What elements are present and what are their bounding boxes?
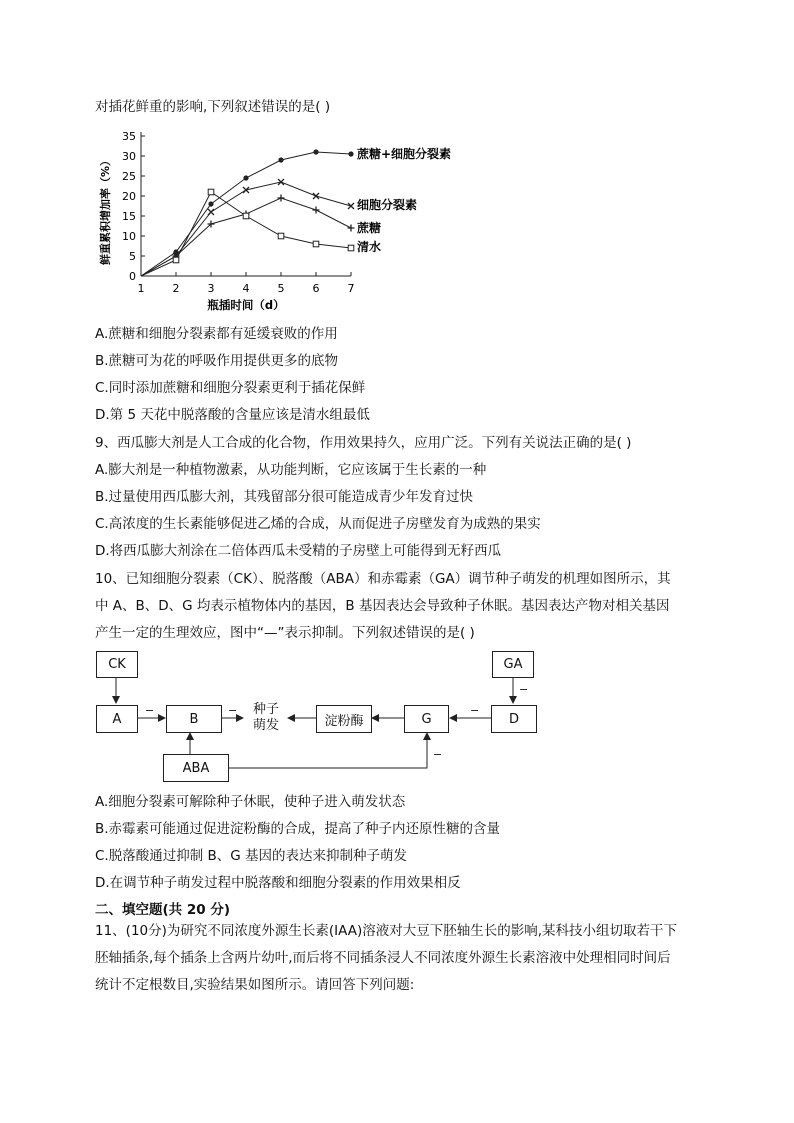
section2-title: 二、填空题(共 20 分) [95, 902, 231, 918]
inhibit-sign-b-seed: − [228, 704, 238, 717]
y-tick-label: 20 [122, 190, 136, 203]
q11-line1: 11、(10分)为研究不同浓度外源生长素(IAA)溶液对大豆下胚轴生长的影响,某科技小组切取若干下 [95, 923, 678, 939]
x-tick-label: 2 [172, 282, 180, 295]
x-tick-label: 6 [312, 282, 320, 295]
y-tick-label: 10 [122, 230, 136, 243]
ga-box: GA [492, 651, 534, 678]
q11-line3: 统计不定根数目,实验结果如图所示。请回答下列问题: [95, 977, 415, 993]
gene-d-box: D [491, 705, 537, 733]
y-tick-label: 35 [122, 130, 136, 143]
q10-option-d: D.在调节种子萌发过程中脱落酸和细胞分裂素的作用效果相反 [95, 875, 461, 891]
x-tick-label: 4 [242, 282, 250, 295]
series-label: 细胞分裂素 [357, 198, 418, 212]
y-tick-label: 25 [122, 170, 136, 183]
q8-option-d: D.第 5 天花中脱落酸的含量应该是清水组最低 [95, 407, 370, 423]
q8-option-c: C.同时添加蔗糖和细胞分裂素更利于插花保鲜 [95, 380, 366, 396]
amylase-box: 淀粉酶 [316, 705, 372, 733]
q10-option-b: B.赤霉素可能通过促进淀粉酶的合成，提高了种子内还原性糖的含量 [95, 821, 501, 837]
seed-germination-label [248, 702, 284, 734]
q10-option-c: C.脱落酸通过抑制 B、G 基因的表达来抑制种子萌发 [95, 848, 408, 864]
y-tick-label: 30 [122, 150, 136, 163]
x-axis-label: 瓶插时间（d） [207, 298, 285, 312]
x-tick-label: 5 [277, 282, 285, 295]
inhibit-sign-a-b: − [145, 704, 155, 717]
seed-label-line: 种子 [252, 702, 279, 717]
q10-stem-line3: 产生一定的生理效应，图中“—”表示抑制。下列叙述错误的是( ) [95, 625, 475, 641]
gene-g-box: G [404, 705, 449, 733]
q9-option-c: C.高浓度的生长素能够促进乙烯的合成，从而促进子房壁发育为成熟的果实 [95, 516, 541, 532]
series-label: 蔗糖+细胞分裂素 [357, 147, 452, 161]
q8-option-a: A.蔗糖和细胞分裂素都有延缓衰败的作用 [95, 326, 338, 342]
inhibit-sign-ga-d: − [519, 683, 529, 696]
series-label: 蔗糖 [357, 221, 382, 235]
q10-stem-line2: 中 A、B、D、G 均表示植物体内的基因，B 基因表达会导致种子休眠。基因表达产物对相关基因 [95, 598, 670, 614]
aba-box: ABA [163, 754, 229, 782]
q9-option-b: B.过量使用西瓜膨大剂，其残留部分很可能造成青少年发育过快 [95, 489, 474, 505]
series-label: 清水 [357, 240, 382, 254]
x-tick-label: 3 [207, 282, 215, 295]
q10-stem-line1: 10、已知细胞分裂素（CK）、脱落酸（ABA）和赤霉素（GA）调节种子萌发的机理如图所示，其 [95, 571, 671, 587]
q9-stem: 9、西瓜膨大剂是人工合成的化合物，作用效果持久，应用广泛。下列有关说法正确的是( ) [95, 435, 632, 451]
intro-line: 对插花鲜重的影响,下列叙述错误的是( ) [95, 99, 331, 115]
germination-label-line: 萌发 [252, 718, 279, 733]
q10-option-a: A.细胞分裂素可解除种子休眠，使种子进入萌发状态 [95, 794, 406, 810]
q9-option-d: D.将西瓜膨大剂涂在二倍体西瓜未受精的子房壁上可能得到无籽西瓜 [95, 543, 502, 559]
x-tick-label: 1 [137, 282, 145, 295]
y-tick-label: 0 [129, 270, 136, 283]
inhibit-sign-d-g: − [470, 704, 480, 717]
inhibit-sign-aba-g: − [433, 748, 443, 761]
q8-option-b: B.蔗糖可为花的呼吸作用提供更多的底物 [95, 353, 339, 369]
y-axis-label: 鲜重累积增加率（%） [99, 154, 112, 266]
q9-option-a: A.膨大剂是一种植物激素，从功能判断，它应该属于生长素的一种 [95, 462, 487, 478]
ck-box: CK [96, 651, 138, 678]
y-tick-label: 15 [122, 210, 136, 223]
y-tick-label: 5 [129, 250, 136, 263]
gene-a-box: A [96, 705, 138, 733]
gene-b-box: B [166, 705, 222, 733]
q11-line2: 胚轴插条,每个插条上含两片幼叶,而后将不同插条浸人不同浓度外源生长素溶液中处理相同时间后 [95, 950, 671, 966]
x-tick-label: 7 [347, 282, 355, 295]
